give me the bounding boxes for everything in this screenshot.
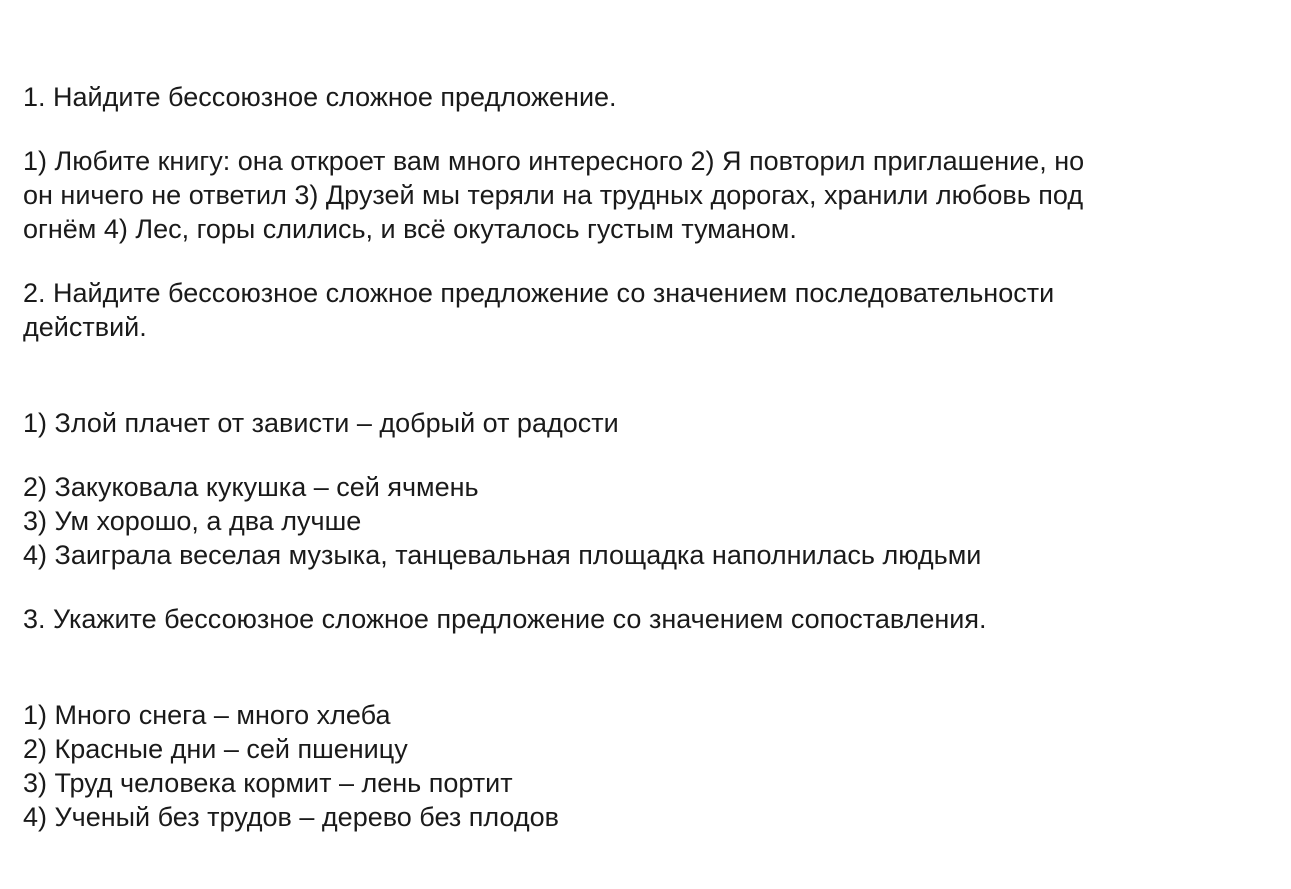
question-2-option: 2) Закуковала кукушка – сей ячмень xyxy=(23,472,479,502)
document xyxy=(23,80,1273,834)
question-3-prompt: 3. Укажите бессоюзное сложное предложение со значением сопоставления. xyxy=(23,604,987,634)
question-3-option: 3) Труд человека кормит – лень портит xyxy=(23,768,513,798)
question-3-option: 1) Много снега – много хлеба xyxy=(23,700,391,730)
question-2 xyxy=(23,276,1273,572)
question-2-prompt-line: 2. Найдите бессоюзное сложное предложение со значением последовательности xyxy=(23,278,1055,308)
question-1-text-line: он ничего не ответил 3) Друзей мы теряли на трудных дорогах, хранили любовь под xyxy=(23,180,1084,210)
question-1-text-line: 1) Любите книгу: она откроет вам много интересного 2) Я повторил приглашение, но xyxy=(23,146,1085,176)
question-1-text-line: огнём 4) Лес, горы слились, и всё окуталось густым туманом. xyxy=(23,214,797,244)
question-2-option: 3) Ум хорошо, а два лучше xyxy=(23,506,362,536)
question-2-option: 1) Злой плачет от зависти – добрый от радости xyxy=(23,408,619,438)
question-3 xyxy=(23,602,1273,834)
question-2-prompt-line: действий. xyxy=(23,312,147,342)
question-1-prompt: 1. Найдите бессоюзное сложное предложение. xyxy=(23,82,617,112)
question-2-option: 4) Заиграла веселая музыка, танцевальная площадка наполнилась людьми xyxy=(23,540,982,570)
question-1 xyxy=(23,80,1273,246)
question-3-option: 4) Ученый без трудов – дерево без плодов xyxy=(23,802,559,832)
question-3-option: 2) Красные дни – сей пшеницу xyxy=(23,734,408,764)
